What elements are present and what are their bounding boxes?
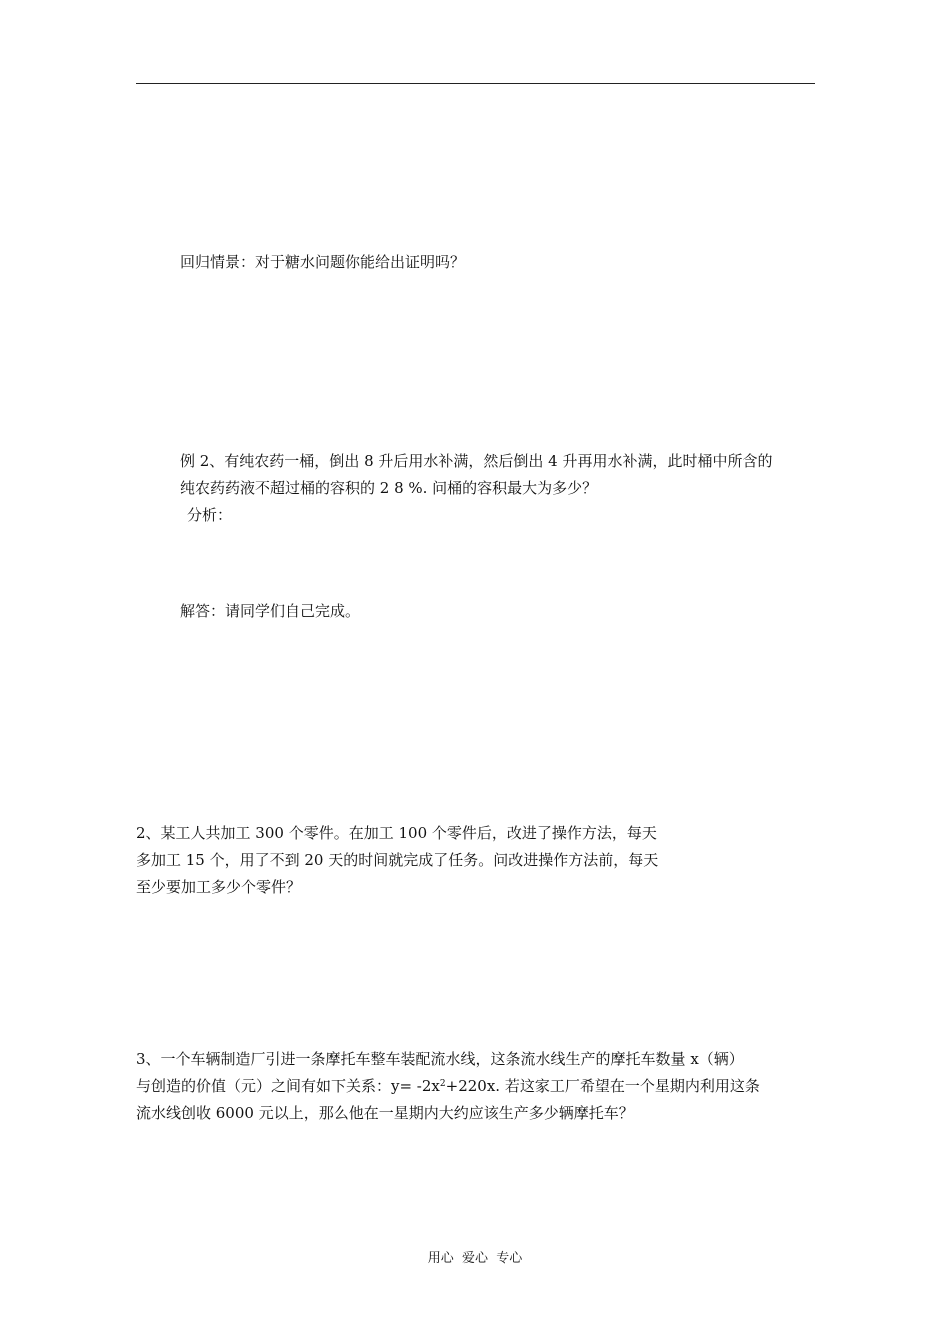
example2-line1: 例 2、有纯农药一桶，倒出 8 升后用水补满，然后倒出 4 升再用水补满，此时桶中所含的 [180, 452, 773, 470]
review-prompt: 回归情景：对于糖水问题你能给出证明吗？ [180, 253, 466, 271]
problem3-line2-start: 与创造的价值（元）之间有如下关系：y= -2x [136, 1077, 440, 1095]
problem3-line3: 流水线创收 6000 元以上，那么他在一星期内大约应该生产多少辆摩托车？ [136, 1104, 634, 1122]
problem3-line2-end: +220x. 若这家工厂希望在一个星期内利用这条 [445, 1077, 760, 1095]
problem3-line1: 3、一个车辆制造厂引进一条摩托车整车装配流水线，这条流水线生产的摩托车数量 x（辆） [136, 1050, 744, 1068]
example2-analysis-label: 分析： [187, 506, 233, 524]
problem3-line2 [136, 1076, 760, 1096]
problem3-exponent: 2 [439, 1079, 446, 1089]
page-footer: 用心 爱心 专心 [427, 1251, 523, 1266]
example2-line2: 纯农药药液不超过桶的容积的 2 8 %. 问桶的容积最大为多少？ [180, 479, 598, 497]
problem2-line2: 多加工 15 个，用了不到 20 天的时间就完成了任务。问改进操作方法前，每天 [136, 851, 659, 869]
header-rule [136, 83, 815, 84]
problem2-line3: 至少要加工多少个零件？ [136, 878, 302, 896]
example2-answer: 解答：请同学们自己完成。 [180, 602, 361, 620]
problem2-line1: 2、某工人共加工 300 个零件。在加工 100 个零件后，改进了操作方法，每天 [136, 824, 657, 842]
